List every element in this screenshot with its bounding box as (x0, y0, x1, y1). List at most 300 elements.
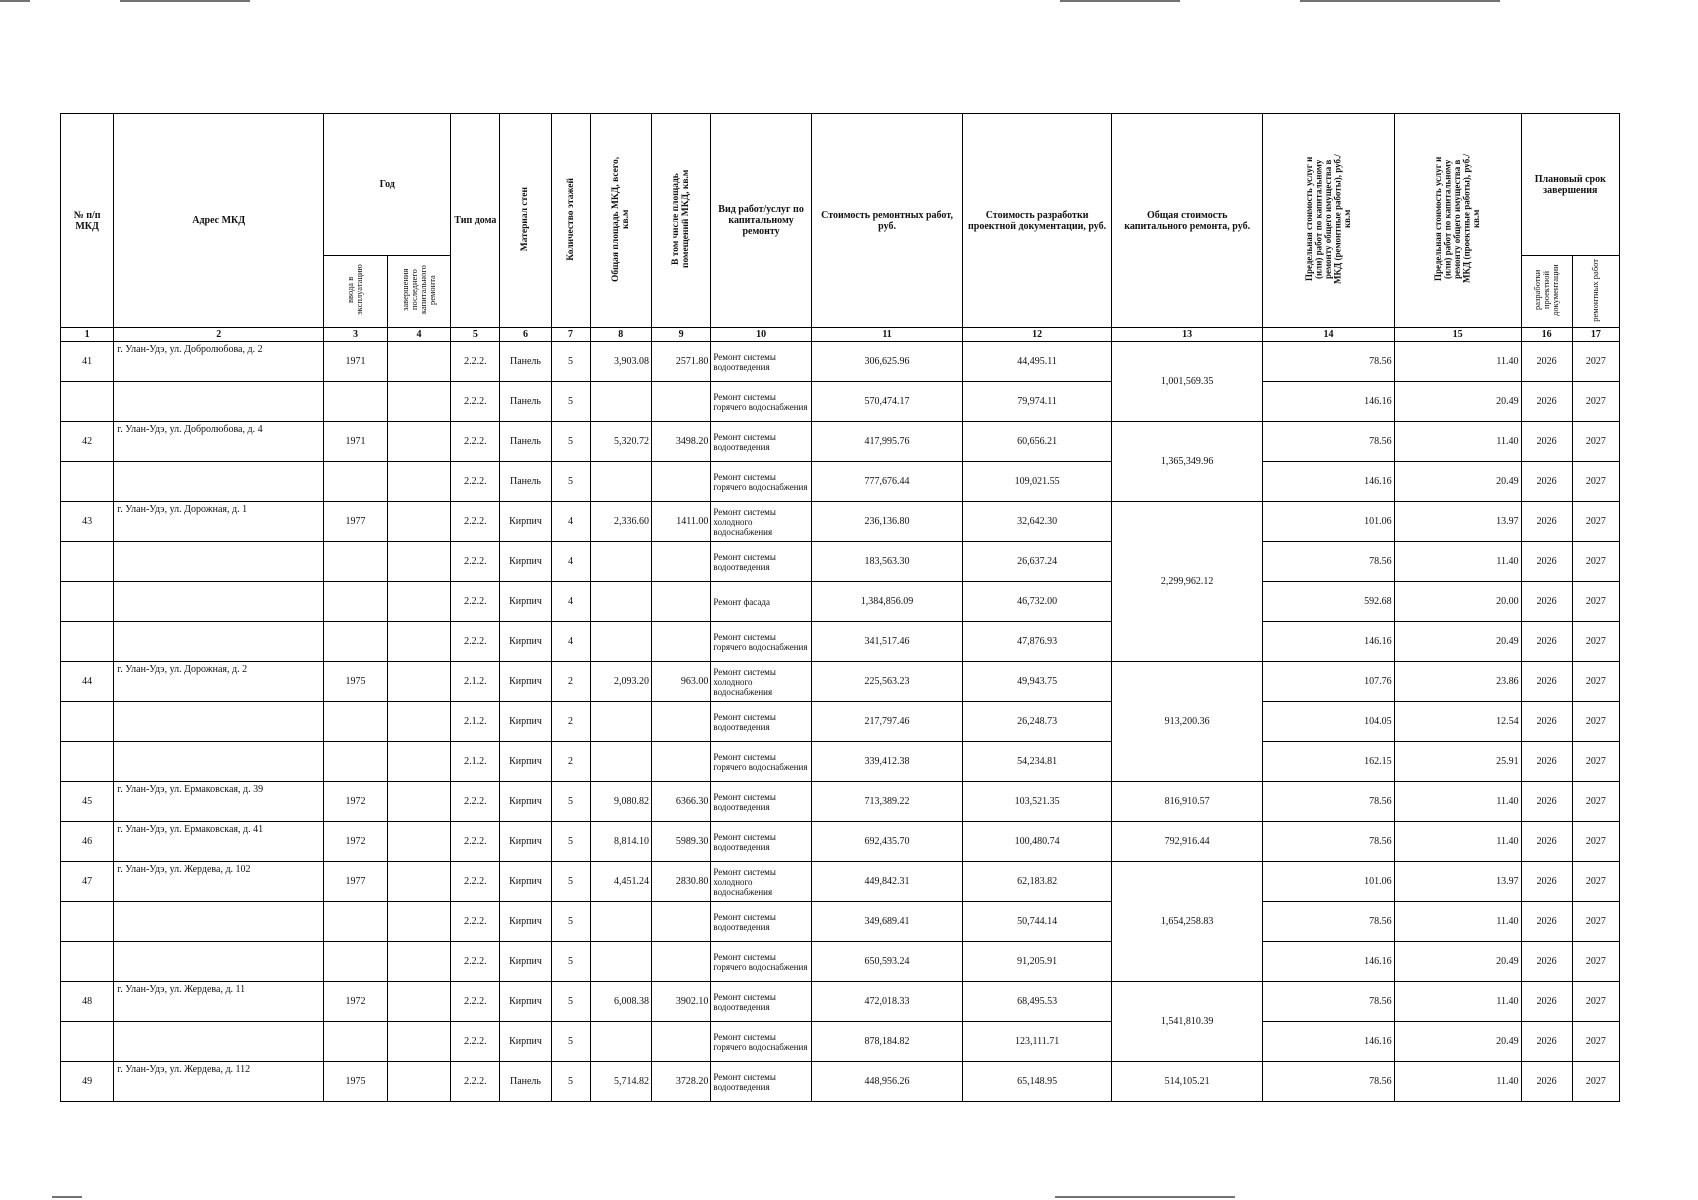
row-floors: 5 (551, 782, 590, 822)
row-floors: 5 (551, 862, 590, 902)
row-number: 48 (61, 982, 114, 1022)
column-number: 3 (324, 328, 388, 342)
row-total-area (590, 582, 651, 622)
row-house-type: 2.2.2. (451, 1022, 500, 1062)
row-address (114, 582, 324, 622)
column-number: 13 (1111, 328, 1263, 342)
row-total-area: 2,093.20 (590, 662, 651, 702)
row-total-cost: 816,910.57 (1111, 782, 1263, 822)
row-planned-design: 2026 (1521, 422, 1572, 462)
row-limit-design: 20.49 (1394, 462, 1521, 502)
column-number: 5 (451, 328, 500, 342)
row-address: г. Улан-Удэ, ул. Дорожная, д. 1 (114, 502, 324, 542)
scan-mark (0, 0, 30, 2)
row-total-area (590, 622, 651, 662)
col-header-year-commission-text: ввода в эксплуатацию (345, 264, 365, 316)
row-material: Панель (500, 342, 551, 382)
row-limit-repair: 101.06 (1263, 502, 1394, 542)
row-limit-repair: 101.06 (1263, 862, 1394, 902)
row-limit-design: 13.97 (1394, 862, 1521, 902)
row-total-area (590, 1022, 651, 1062)
row-work-type: Ремонт системы холодного водоснабжения (711, 502, 811, 542)
table-row (61, 1022, 1620, 1062)
row-total-cost: 913,200.36 (1111, 662, 1263, 782)
row-living-area (651, 942, 710, 982)
row-planned-repair: 2027 (1572, 822, 1619, 862)
row-floors: 5 (551, 422, 590, 462)
row-design-cost: 26,637.24 (963, 542, 1112, 582)
row-limit-design: 11.40 (1394, 542, 1521, 582)
row-floors: 5 (551, 982, 590, 1022)
row-living-area: 3902.10 (651, 982, 710, 1022)
col-header-planned-design-text: разработки проектной документации (1532, 264, 1561, 316)
row-last-repair (387, 862, 451, 902)
row-living-area: 6366.30 (651, 782, 710, 822)
row-total-area (590, 742, 651, 782)
row-address: г. Улан-Удэ, ул. Добролюбова, д. 2 (114, 342, 324, 382)
col-header-wall-material (500, 114, 551, 328)
row-planned-design: 2026 (1521, 1062, 1572, 1102)
row-limit-repair: 146.16 (1263, 622, 1394, 662)
document-sheet (60, 113, 1620, 1102)
col-header-house-type: Тип дома (451, 114, 500, 328)
column-number: 1 (61, 328, 114, 342)
col-header-living-area (651, 114, 710, 328)
row-repair-cost: 878,184.82 (811, 1022, 963, 1062)
row-material: Кирпич (500, 982, 551, 1022)
row-house-type: 2.2.2. (451, 542, 500, 582)
row-planned-design: 2026 (1521, 1022, 1572, 1062)
row-work-type: Ремонт системы горячего водоснабжения (711, 742, 811, 782)
row-last-repair (387, 502, 451, 542)
row-number: 45 (61, 782, 114, 822)
row-design-cost: 60,656.21 (963, 422, 1112, 462)
row-work-type: Ремонт системы водоотведения (711, 822, 811, 862)
row-material: Кирпич (500, 582, 551, 622)
row-design-cost: 32,642.30 (963, 502, 1112, 542)
row-year (324, 742, 388, 782)
row-limit-design: 11.40 (1394, 1062, 1521, 1102)
row-last-repair (387, 662, 451, 702)
row-limit-design: 13.97 (1394, 502, 1521, 542)
row-work-type: Ремонт системы водоотведения (711, 702, 811, 742)
table-row (61, 982, 1620, 1022)
row-last-repair (387, 622, 451, 662)
table-row (61, 782, 1620, 822)
row-house-type: 2.2.2. (451, 342, 500, 382)
row-living-area (651, 742, 710, 782)
row-design-cost: 100,480.74 (963, 822, 1112, 862)
row-last-repair (387, 1062, 451, 1102)
row-material: Панель (500, 422, 551, 462)
row-design-cost: 103,521.35 (963, 782, 1112, 822)
row-total-area (590, 702, 651, 742)
table-body (61, 342, 1620, 1102)
row-last-repair (387, 942, 451, 982)
row-planned-design: 2026 (1521, 702, 1572, 742)
row-living-area: 3728.20 (651, 1062, 710, 1102)
row-address (114, 942, 324, 982)
row-material: Кирпич (500, 942, 551, 982)
row-house-type: 2.1.2. (451, 742, 500, 782)
row-last-repair (387, 982, 451, 1022)
row-design-cost: 46,732.00 (963, 582, 1112, 622)
row-work-type: Ремонт системы водоотведения (711, 982, 811, 1022)
repair-plan-table (60, 113, 1620, 1102)
row-total-cost: 1,654,258.83 (1111, 862, 1263, 982)
row-material: Кирпич (500, 622, 551, 662)
row-limit-repair: 78.56 (1263, 782, 1394, 822)
row-total-cost: 514,105.21 (1111, 1062, 1263, 1102)
row-house-type: 2.2.2. (451, 622, 500, 662)
table-row (61, 1062, 1620, 1102)
row-repair-cost: 570,474.17 (811, 382, 963, 422)
col-header-planned-repair (1572, 256, 1619, 328)
row-limit-design: 25.91 (1394, 742, 1521, 782)
row-floors: 5 (551, 1062, 590, 1102)
row-design-cost: 44,495.11 (963, 342, 1112, 382)
row-address: г. Улан-Удэ, ул. Дорожная, д. 2 (114, 662, 324, 702)
row-repair-cost: 692,435.70 (811, 822, 963, 862)
row-planned-design: 2026 (1521, 542, 1572, 582)
row-last-repair (387, 702, 451, 742)
row-limit-design: 11.40 (1394, 982, 1521, 1022)
row-material: Панель (500, 462, 551, 502)
row-total-area: 5,714.82 (590, 1062, 651, 1102)
row-limit-design: 20.49 (1394, 622, 1521, 662)
row-address: г. Улан-Удэ, ул. Жердева, д. 112 (114, 1062, 324, 1102)
row-year (324, 1022, 388, 1062)
row-floors: 4 (551, 622, 590, 662)
row-work-type: Ремонт системы водоотведения (711, 542, 811, 582)
row-planned-repair: 2027 (1572, 502, 1619, 542)
table-row (61, 462, 1620, 502)
row-house-type: 2.2.2. (451, 862, 500, 902)
row-material: Кирпич (500, 742, 551, 782)
row-planned-design: 2026 (1521, 462, 1572, 502)
row-material: Кирпич (500, 702, 551, 742)
row-floors: 2 (551, 742, 590, 782)
row-work-type: Ремонт системы водоотведения (711, 902, 811, 942)
row-address (114, 542, 324, 582)
row-material: Кирпич (500, 902, 551, 942)
row-number (61, 702, 114, 742)
table-row (61, 622, 1620, 662)
row-living-area: 963.00 (651, 662, 710, 702)
row-total-area: 3,903.08 (590, 342, 651, 382)
col-header-total-area-text: Общая площадь МКД, всего, кв.м (610, 156, 631, 282)
row-planned-design: 2026 (1521, 902, 1572, 942)
row-planned-repair: 2027 (1572, 902, 1619, 942)
column-number-row (61, 328, 1620, 342)
row-limit-design: 20.49 (1394, 942, 1521, 982)
table-row (61, 862, 1620, 902)
scan-mark (1300, 0, 1500, 2)
row-last-repair (387, 422, 451, 462)
row-house-type: 2.2.2. (451, 582, 500, 622)
row-limit-repair: 78.56 (1263, 982, 1394, 1022)
row-last-repair (387, 902, 451, 942)
row-number (61, 742, 114, 782)
row-limit-design: 11.40 (1394, 822, 1521, 862)
row-number (61, 1022, 114, 1062)
row-total-area: 8,814.10 (590, 822, 651, 862)
row-design-cost: 79,974.11 (963, 382, 1112, 422)
row-work-type: Ремонт системы горячего водоснабжения (711, 622, 811, 662)
row-material: Кирпич (500, 502, 551, 542)
row-house-type: 2.2.2. (451, 782, 500, 822)
row-year: 1972 (324, 822, 388, 862)
row-living-area: 5989.30 (651, 822, 710, 862)
row-house-type: 2.2.2. (451, 382, 500, 422)
column-number: 7 (551, 328, 590, 342)
row-planned-repair: 2027 (1572, 782, 1619, 822)
row-year: 1977 (324, 862, 388, 902)
row-year (324, 622, 388, 662)
row-floors: 5 (551, 462, 590, 502)
column-number: 16 (1521, 328, 1572, 342)
table-row (61, 742, 1620, 782)
row-number: 47 (61, 862, 114, 902)
row-living-area (651, 1022, 710, 1062)
row-address: г. Улан-Удэ, ул. Ермаковская, д. 41 (114, 822, 324, 862)
row-floors: 5 (551, 902, 590, 942)
row-planned-design: 2026 (1521, 342, 1572, 382)
row-limit-design: 20.49 (1394, 1022, 1521, 1062)
row-work-type: Ремонт системы горячего водоснабжения (711, 382, 811, 422)
row-year (324, 382, 388, 422)
row-total-cost: 1,541,810.39 (1111, 982, 1263, 1062)
row-repair-cost: 650,593.24 (811, 942, 963, 982)
row-repair-cost: 1,384,856.09 (811, 582, 963, 622)
row-planned-repair: 2027 (1572, 982, 1619, 1022)
col-header-planned-repair-text: ремонтных работ (1590, 258, 1601, 322)
row-planned-repair: 2027 (1572, 1022, 1619, 1062)
row-number: 44 (61, 662, 114, 702)
row-address: г. Улан-Удэ, ул. Жердева, д. 102 (114, 862, 324, 902)
table-row (61, 342, 1620, 382)
row-floors: 5 (551, 342, 590, 382)
col-header-total-cost: Общая стоимость капитального ремонта, руб. (1111, 114, 1263, 328)
row-work-type: Ремонт системы горячего водоснабжения (711, 1022, 811, 1062)
row-planned-repair: 2027 (1572, 462, 1619, 502)
row-repair-cost: 449,842.31 (811, 862, 963, 902)
row-planned-design: 2026 (1521, 742, 1572, 782)
row-year: 1975 (324, 1062, 388, 1102)
col-header-repair-cost: Стоимость ремонтных работ, руб. (811, 114, 963, 328)
row-floors: 2 (551, 662, 590, 702)
row-living-area (651, 382, 710, 422)
row-planned-design: 2026 (1521, 582, 1572, 622)
column-number: 14 (1263, 328, 1394, 342)
row-planned-design: 2026 (1521, 822, 1572, 862)
row-design-cost: 68,495.53 (963, 982, 1112, 1022)
row-design-cost: 123,111.71 (963, 1022, 1112, 1062)
row-last-repair (387, 382, 451, 422)
row-limit-design: 11.40 (1394, 422, 1521, 462)
row-number: 41 (61, 342, 114, 382)
row-total-cost: 1,365,349.96 (1111, 422, 1263, 502)
row-planned-repair: 2027 (1572, 422, 1619, 462)
row-work-type: Ремонт системы холодного водоснабжения (711, 862, 811, 902)
column-number: 15 (1394, 328, 1521, 342)
col-header-year-last-repair-text: завершения последнего капитального ремонта (399, 265, 437, 315)
row-limit-design: 11.40 (1394, 342, 1521, 382)
row-address: г. Улан-Удэ, ул. Добролюбова, д. 4 (114, 422, 324, 462)
row-house-type: 2.2.2. (451, 502, 500, 542)
row-house-type: 2.2.2. (451, 422, 500, 462)
row-repair-cost: 236,136.80 (811, 502, 963, 542)
col-header-design-cost: Стоимость разработки проектной документации, руб. (963, 114, 1112, 328)
row-house-type: 2.2.2. (451, 902, 500, 942)
row-work-type: Ремонт системы водоотведения (711, 342, 811, 382)
col-header-work-type: Вид работ/услуг по капитальному ремонту (711, 114, 811, 328)
row-last-repair (387, 822, 451, 862)
row-address (114, 1022, 324, 1062)
row-house-type: 2.2.2. (451, 462, 500, 502)
row-planned-repair: 2027 (1572, 1062, 1619, 1102)
row-house-type: 2.2.2. (451, 982, 500, 1022)
row-limit-design: 11.40 (1394, 782, 1521, 822)
row-last-repair (387, 1022, 451, 1062)
row-living-area (651, 902, 710, 942)
row-living-area: 3498.20 (651, 422, 710, 462)
row-last-repair (387, 782, 451, 822)
row-limit-design: 20.49 (1394, 382, 1521, 422)
row-address (114, 702, 324, 742)
row-design-cost: 54,234.81 (963, 742, 1112, 782)
column-number: 6 (500, 328, 551, 342)
row-work-type: Ремонт системы горячего водоснабжения (711, 942, 811, 982)
row-total-area (590, 902, 651, 942)
row-living-area (651, 582, 710, 622)
row-year: 1977 (324, 502, 388, 542)
row-planned-design: 2026 (1521, 622, 1572, 662)
row-planned-design: 2026 (1521, 382, 1572, 422)
row-planned-repair: 2027 (1572, 382, 1619, 422)
row-last-repair (387, 462, 451, 502)
col-header-total-area (590, 114, 651, 328)
row-design-cost: 47,876.93 (963, 622, 1112, 662)
row-floors: 4 (551, 582, 590, 622)
row-total-area (590, 462, 651, 502)
row-limit-repair: 146.16 (1263, 462, 1394, 502)
row-total-cost: 792,916.44 (1111, 822, 1263, 862)
row-last-repair (387, 582, 451, 622)
row-number: 42 (61, 422, 114, 462)
row-planned-design: 2026 (1521, 942, 1572, 982)
row-floors: 4 (551, 502, 590, 542)
row-design-cost: 26,248.73 (963, 702, 1112, 742)
col-header-year-commission (324, 256, 388, 328)
row-number (61, 942, 114, 982)
row-address (114, 382, 324, 422)
row-number: 49 (61, 1062, 114, 1102)
row-floors: 5 (551, 1022, 590, 1062)
row-total-cost: 1,001,569.35 (1111, 342, 1263, 422)
col-header-num: № п/п МКД (61, 114, 114, 328)
row-limit-repair: 146.16 (1263, 1022, 1394, 1062)
row-address (114, 622, 324, 662)
row-address (114, 902, 324, 942)
row-total-area (590, 542, 651, 582)
row-floors: 5 (551, 942, 590, 982)
table-row (61, 902, 1620, 942)
row-planned-design: 2026 (1521, 862, 1572, 902)
row-repair-cost: 472,018.33 (811, 982, 963, 1022)
column-number: 8 (590, 328, 651, 342)
column-number: 12 (963, 328, 1112, 342)
row-work-type: Ремонт системы водоотведения (711, 1062, 811, 1102)
col-header-limit-repair (1263, 114, 1394, 328)
row-total-area: 2,336.60 (590, 502, 651, 542)
row-number (61, 382, 114, 422)
row-total-area (590, 942, 651, 982)
row-house-type: 2.1.2. (451, 702, 500, 742)
row-number (61, 902, 114, 942)
row-repair-cost: 349,689.41 (811, 902, 963, 942)
row-living-area (651, 702, 710, 742)
scan-mark (1060, 0, 1180, 2)
row-living-area: 1411.00 (651, 502, 710, 542)
row-address: г. Улан-Удэ, ул. Ермаковская, д. 39 (114, 782, 324, 822)
row-address: г. Улан-Удэ, ул. Жердева, д. 11 (114, 982, 324, 1022)
row-limit-repair: 162.15 (1263, 742, 1394, 782)
table-row (61, 942, 1620, 982)
row-repair-cost: 225,563.23 (811, 662, 963, 702)
row-design-cost: 50,744.14 (963, 902, 1112, 942)
row-material: Кирпич (500, 662, 551, 702)
table-row (61, 822, 1620, 862)
row-living-area (651, 542, 710, 582)
row-year (324, 582, 388, 622)
row-number: 43 (61, 502, 114, 542)
table-row (61, 582, 1620, 622)
row-material: Кирпич (500, 542, 551, 582)
column-number: 9 (651, 328, 710, 342)
scan-mark (52, 1196, 82, 1198)
col-header-planned: Плановый срок завершения (1521, 114, 1619, 256)
col-header-floors-text: Количество этажей (565, 177, 576, 261)
row-limit-repair: 146.16 (1263, 382, 1394, 422)
col-header-floors (551, 114, 590, 328)
row-last-repair (387, 342, 451, 382)
row-address (114, 462, 324, 502)
row-repair-cost: 183,563.30 (811, 542, 963, 582)
column-number: 11 (811, 328, 963, 342)
row-design-cost: 109,021.55 (963, 462, 1112, 502)
row-limit-repair: 78.56 (1263, 342, 1394, 382)
row-design-cost: 91,205.91 (963, 942, 1112, 982)
col-header-year: Год (324, 114, 451, 256)
row-limit-repair: 107.76 (1263, 662, 1394, 702)
row-house-type: 2.2.2. (451, 1062, 500, 1102)
row-floors: 4 (551, 542, 590, 582)
row-planned-design: 2026 (1521, 982, 1572, 1022)
row-repair-cost: 306,625.96 (811, 342, 963, 382)
row-limit-design: 23.86 (1394, 662, 1521, 702)
row-limit-repair: 592.68 (1263, 582, 1394, 622)
row-total-cost: 2,299,962.12 (1111, 502, 1263, 662)
row-material: Кирпич (500, 822, 551, 862)
table-row (61, 662, 1620, 702)
table-row (61, 542, 1620, 582)
table-row (61, 502, 1620, 542)
row-year (324, 902, 388, 942)
row-material: Панель (500, 382, 551, 422)
row-planned-repair: 2027 (1572, 742, 1619, 782)
row-limit-repair: 78.56 (1263, 902, 1394, 942)
